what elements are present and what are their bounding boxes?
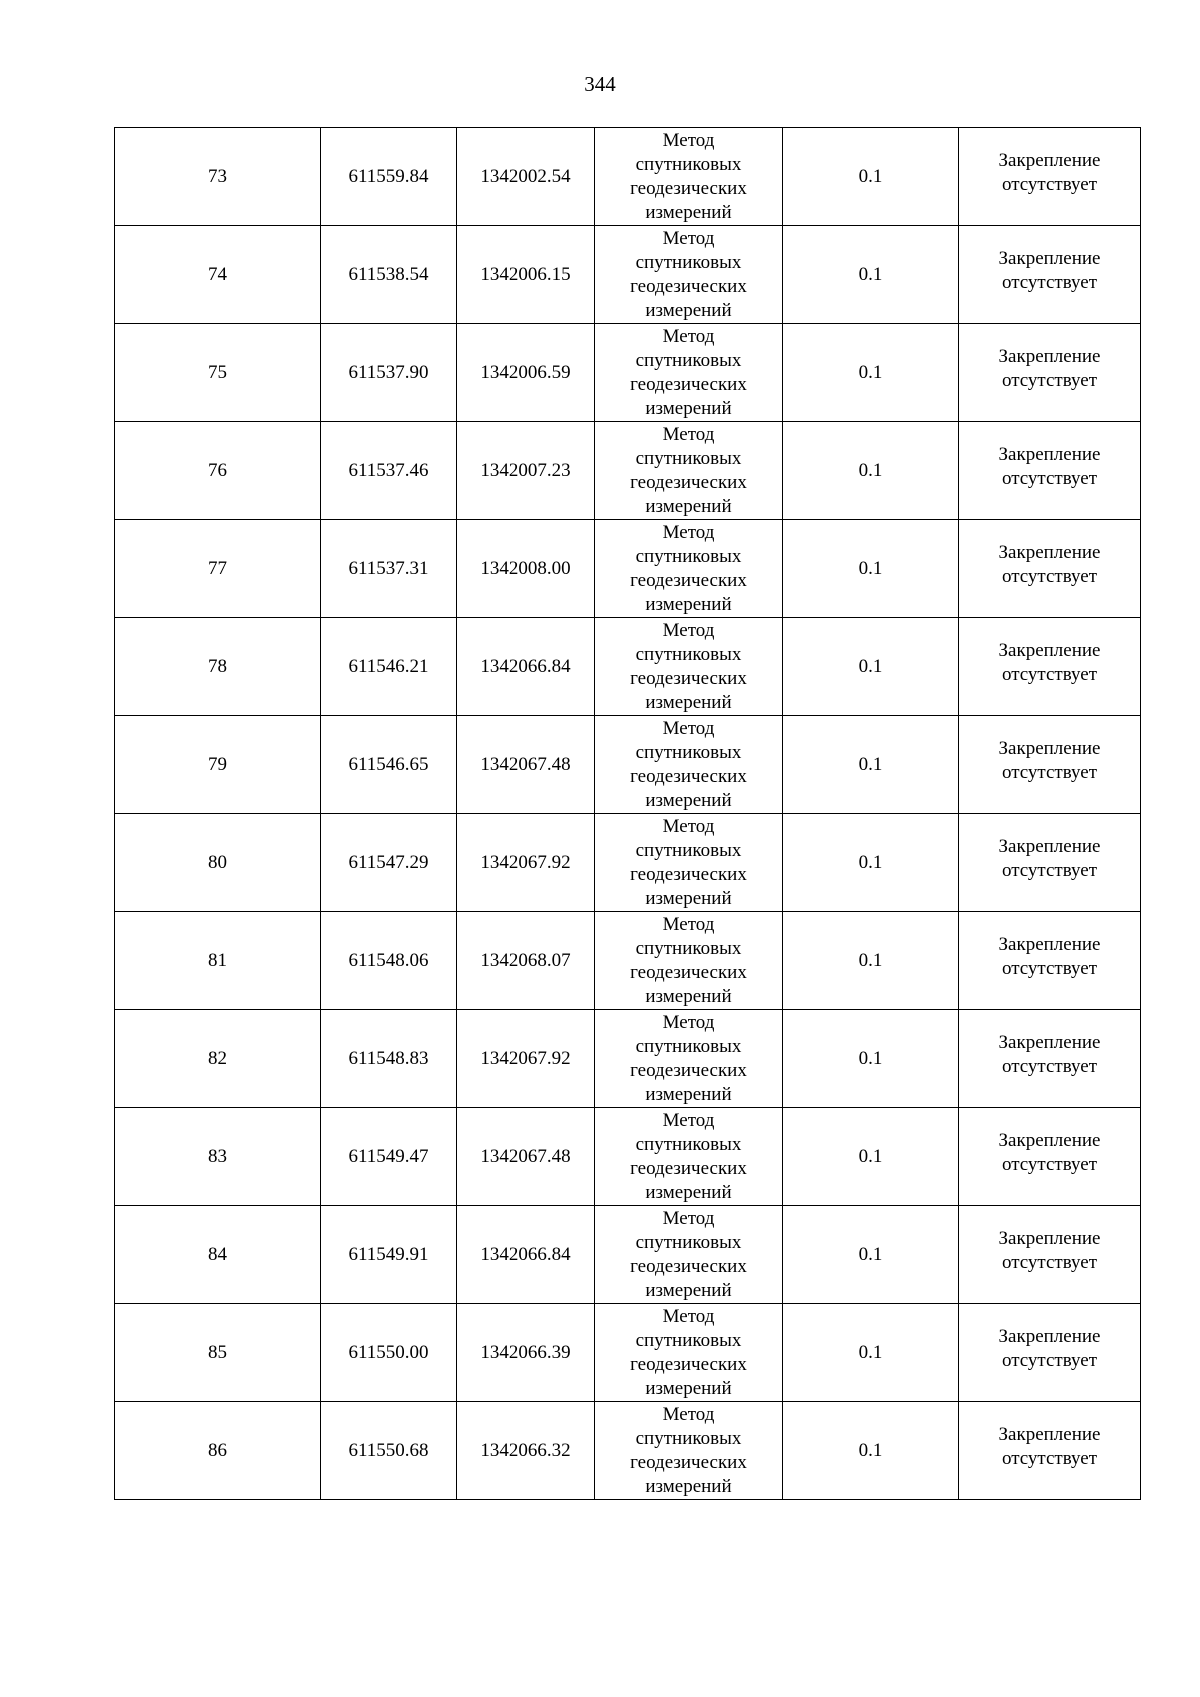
fixing-text-line: Закрепление: [998, 443, 1101, 465]
method-cell: [595, 618, 783, 716]
accuracy-cell: 0.1: [783, 1304, 959, 1402]
point-number-cell: 83: [115, 1108, 321, 1206]
method-cell: [595, 1206, 783, 1304]
method-text-line: геодезических: [630, 1255, 747, 1277]
fixing-text-line: отсутствует: [1001, 369, 1098, 391]
method-text-line: геодезических: [630, 177, 747, 199]
method-text-line: спутниковых: [635, 349, 742, 371]
x-coordinate-cell: 611537.46: [321, 422, 457, 520]
accuracy-cell: 0.1: [783, 520, 959, 618]
method-text-line: измерений: [645, 299, 732, 321]
fixing-cell: [959, 814, 1141, 912]
method-text-line: измерений: [645, 1377, 732, 1399]
point-number-cell: 75: [115, 324, 321, 422]
method-cell: [595, 1402, 783, 1500]
fixing-cell: [959, 324, 1141, 422]
method-text-line: геодезических: [630, 1059, 747, 1081]
y-coordinate-cell: 1342067.48: [457, 716, 595, 814]
fixing-text-line: Закрепление: [998, 1423, 1101, 1445]
y-coordinate-cell: 1342067.92: [457, 814, 595, 912]
fixing-cell: [959, 520, 1141, 618]
method-cell: [595, 716, 783, 814]
method-cell: [595, 324, 783, 422]
y-coordinate-cell: 1342007.23: [457, 422, 595, 520]
fixing-cell: [959, 1108, 1141, 1206]
method-text-line: геодезических: [630, 1451, 747, 1473]
y-coordinate-cell: 1342006.59: [457, 324, 595, 422]
fixing-text-line: Закрепление: [998, 639, 1101, 661]
table-row: [115, 1206, 1141, 1304]
method-text-line: Метод: [662, 1109, 715, 1131]
x-coordinate-cell: 611546.65: [321, 716, 457, 814]
accuracy-cell: 0.1: [783, 814, 959, 912]
method-text-line: геодезических: [630, 863, 747, 885]
accuracy-cell: 0.1: [783, 128, 959, 226]
fixing-cell: [959, 912, 1141, 1010]
point-number-cell: 74: [115, 226, 321, 324]
fixing-cell: [959, 226, 1141, 324]
fixing-cell: [959, 618, 1141, 716]
fixing-text-line: Закрепление: [998, 149, 1101, 171]
method-text-line: измерений: [645, 691, 732, 713]
method-text-line: спутниковых: [635, 1231, 742, 1253]
point-number-cell: 80: [115, 814, 321, 912]
fixing-text-line: отсутствует: [1001, 1055, 1098, 1077]
fixing-text-line: Закрепление: [998, 345, 1101, 367]
point-number-cell: 79: [115, 716, 321, 814]
point-number-cell: 78: [115, 618, 321, 716]
method-text-line: геодезических: [630, 1353, 747, 1375]
method-text-line: спутниковых: [635, 937, 742, 959]
table-row: [115, 912, 1141, 1010]
fixing-text-line: Закрепление: [998, 737, 1101, 759]
method-text-line: спутниковых: [635, 643, 742, 665]
fixing-text-line: Закрепление: [998, 541, 1101, 563]
accuracy-cell: 0.1: [783, 226, 959, 324]
fixing-text-line: отсутствует: [1001, 663, 1098, 685]
method-cell: [595, 1304, 783, 1402]
method-text-line: Метод: [662, 1305, 715, 1327]
fixing-text-line: отсутствует: [1001, 1349, 1098, 1371]
point-number-cell: 84: [115, 1206, 321, 1304]
table-row: [115, 1108, 1141, 1206]
method-text-line: спутниковых: [635, 1133, 742, 1155]
method-text-line: измерений: [645, 789, 732, 811]
fixing-cell: [959, 1402, 1141, 1500]
method-text-line: измерений: [645, 1279, 732, 1301]
fixing-text-line: отсутствует: [1001, 467, 1098, 489]
method-text-line: измерений: [645, 1083, 732, 1105]
fixing-cell: [959, 716, 1141, 814]
fixing-text-line: Закрепление: [998, 933, 1101, 955]
point-number-cell: 86: [115, 1402, 321, 1500]
method-cell: [595, 912, 783, 1010]
accuracy-cell: 0.1: [783, 912, 959, 1010]
y-coordinate-cell: 1342006.15: [457, 226, 595, 324]
point-number-cell: 73: [115, 128, 321, 226]
method-cell: [595, 520, 783, 618]
method-text-line: Метод: [662, 1403, 715, 1425]
fixing-text-line: отсутствует: [1001, 271, 1098, 293]
x-coordinate-cell: 611549.47: [321, 1108, 457, 1206]
method-text-line: спутниковых: [635, 1329, 742, 1351]
fixing-text-line: отсутствует: [1001, 957, 1098, 979]
x-coordinate-cell: 611546.21: [321, 618, 457, 716]
method-text-line: геодезических: [630, 275, 747, 297]
x-coordinate-cell: 611537.31: [321, 520, 457, 618]
fixing-cell: [959, 128, 1141, 226]
x-coordinate-cell: 611550.00: [321, 1304, 457, 1402]
accuracy-cell: 0.1: [783, 422, 959, 520]
y-coordinate-cell: 1342066.84: [457, 618, 595, 716]
table-row: [115, 520, 1141, 618]
method-text-line: измерений: [645, 495, 732, 517]
page-number: 344: [584, 72, 616, 96]
method-text-line: Метод: [662, 423, 715, 445]
method-text-line: геодезических: [630, 961, 747, 983]
fixing-cell: [959, 1304, 1141, 1402]
method-cell: [595, 1010, 783, 1108]
method-cell: [595, 1108, 783, 1206]
point-number-cell: 76: [115, 422, 321, 520]
table-row: [115, 226, 1141, 324]
coordinates-table: [114, 127, 1141, 1500]
method-text-line: Метод: [662, 1207, 715, 1229]
method-text-line: измерений: [645, 397, 732, 419]
point-number-cell: 82: [115, 1010, 321, 1108]
method-text-line: Метод: [662, 521, 715, 543]
table-row: [115, 716, 1141, 814]
method-text-line: измерений: [645, 201, 732, 223]
method-text-line: Метод: [662, 129, 715, 151]
table-row: [115, 814, 1141, 912]
method-text-line: геодезических: [630, 1157, 747, 1179]
fixing-text-line: отсутствует: [1001, 565, 1098, 587]
accuracy-cell: 0.1: [783, 324, 959, 422]
x-coordinate-cell: 611548.06: [321, 912, 457, 1010]
accuracy-cell: 0.1: [783, 716, 959, 814]
x-coordinate-cell: 611547.29: [321, 814, 457, 912]
method-text-line: Метод: [662, 717, 715, 739]
method-text-line: спутниковых: [635, 1427, 742, 1449]
method-text-line: Метод: [662, 619, 715, 641]
table-row: [115, 1402, 1141, 1500]
x-coordinate-cell: 611548.83: [321, 1010, 457, 1108]
fixing-text-line: отсутствует: [1001, 859, 1098, 881]
method-cell: [595, 814, 783, 912]
method-text-line: спутниковых: [635, 1035, 742, 1057]
fixing-text-line: Закрепление: [998, 1227, 1101, 1249]
table-row: [115, 1010, 1141, 1108]
method-text-line: измерений: [645, 887, 732, 909]
method-text-line: спутниковых: [635, 545, 742, 567]
accuracy-cell: 0.1: [783, 1108, 959, 1206]
x-coordinate-cell: 611549.91: [321, 1206, 457, 1304]
y-coordinate-cell: 1342002.54: [457, 128, 595, 226]
method-text-line: спутниковых: [635, 447, 742, 469]
method-text-line: измерений: [645, 1475, 732, 1497]
accuracy-cell: 0.1: [783, 1402, 959, 1500]
fixing-cell: [959, 422, 1141, 520]
method-text-line: измерений: [645, 985, 732, 1007]
fixing-text-line: Закрепление: [998, 835, 1101, 857]
fixing-text-line: Закрепление: [998, 247, 1101, 269]
table-row: [115, 1304, 1141, 1402]
method-text-line: геодезических: [630, 569, 747, 591]
accuracy-cell: 0.1: [783, 1010, 959, 1108]
y-coordinate-cell: 1342066.39: [457, 1304, 595, 1402]
method-cell: [595, 128, 783, 226]
method-text-line: геодезических: [630, 765, 747, 787]
method-text-line: спутниковых: [635, 741, 742, 763]
method-text-line: спутниковых: [635, 251, 742, 273]
point-number-cell: 81: [115, 912, 321, 1010]
table-row: [115, 128, 1141, 226]
fixing-cell: [959, 1010, 1141, 1108]
point-number-cell: 85: [115, 1304, 321, 1402]
point-number-cell: 77: [115, 520, 321, 618]
table-body: [115, 128, 1141, 1500]
method-text-line: спутниковых: [635, 153, 742, 175]
fixing-text-line: отсутствует: [1001, 1153, 1098, 1175]
method-cell: [595, 422, 783, 520]
table-row: [115, 324, 1141, 422]
method-cell: [595, 226, 783, 324]
method-text-line: Метод: [662, 325, 715, 347]
method-text-line: Метод: [662, 815, 715, 837]
method-text-line: геодезических: [630, 471, 747, 493]
x-coordinate-cell: 611538.54: [321, 226, 457, 324]
method-text-line: измерений: [645, 1181, 732, 1203]
y-coordinate-cell: 1342067.92: [457, 1010, 595, 1108]
x-coordinate-cell: 611550.68: [321, 1402, 457, 1500]
y-coordinate-cell: 1342067.48: [457, 1108, 595, 1206]
table-row: [115, 618, 1141, 716]
fixing-text-line: Закрепление: [998, 1325, 1101, 1347]
y-coordinate-cell: 1342066.32: [457, 1402, 595, 1500]
x-coordinate-cell: 611559.84: [321, 128, 457, 226]
fixing-text-line: Закрепление: [998, 1031, 1101, 1053]
accuracy-cell: 0.1: [783, 1206, 959, 1304]
fixing-text-line: отсутствует: [1001, 1447, 1098, 1469]
method-text-line: Метод: [662, 913, 715, 935]
method-text-line: Метод: [662, 227, 715, 249]
y-coordinate-cell: 1342066.84: [457, 1206, 595, 1304]
accuracy-cell: 0.1: [783, 618, 959, 716]
y-coordinate-cell: 1342068.07: [457, 912, 595, 1010]
method-text-line: геодезических: [630, 667, 747, 689]
fixing-text-line: отсутствует: [1001, 761, 1098, 783]
fixing-text-line: отсутствует: [1001, 1251, 1098, 1273]
method-text-line: геодезических: [630, 373, 747, 395]
table-row: [115, 422, 1141, 520]
method-text-line: Метод: [662, 1011, 715, 1033]
fixing-cell: [959, 1206, 1141, 1304]
fixing-text-line: отсутствует: [1001, 173, 1098, 195]
method-text-line: спутниковых: [635, 839, 742, 861]
y-coordinate-cell: 1342008.00: [457, 520, 595, 618]
fixing-text-line: Закрепление: [998, 1129, 1101, 1151]
x-coordinate-cell: 611537.90: [321, 324, 457, 422]
method-text-line: измерений: [645, 593, 732, 615]
